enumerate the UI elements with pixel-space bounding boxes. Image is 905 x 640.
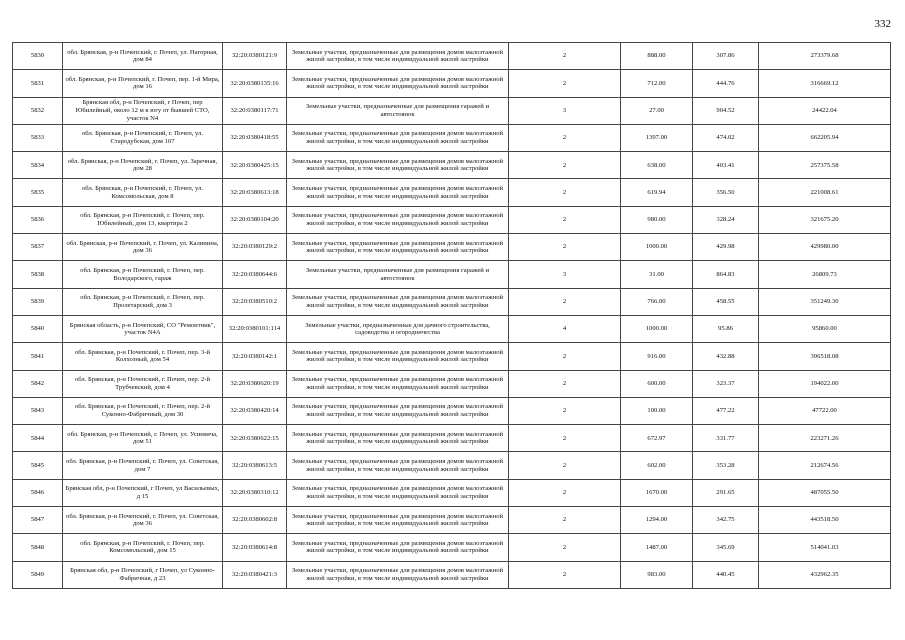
permitted-use-cell: Земельные участки, предназначенные для размещения гаражей и автостоянок [287,261,509,288]
address-cell: обл. Брянская, р-н Почепский, г. Почеп, ул. Советская, дом 7 [63,452,223,479]
table-row [13,206,891,233]
permitted-use-cell: Земельные участки, предназначенные для размещения гаражей и автостоянок [287,97,509,124]
category-cell: 2 [509,70,621,97]
area-cell: 712.00 [621,70,693,97]
category-cell: 2 [509,425,621,452]
row-number-cell: 5834 [13,152,63,179]
row-number-cell: 5841 [13,343,63,370]
row-number-cell: 5835 [13,179,63,206]
address-cell: обл. Брянская, р-н Почепский, г. Почеп, ул. Заречная, дом 28 [63,152,223,179]
page-number: 332 [874,18,891,30]
specific-value-cell: 864.83 [693,261,759,288]
table-row [13,397,891,424]
specific-value-cell: 328.24 [693,206,759,233]
address-cell: обл. Брянская, р-н Почепский, г. Почеп, ул. Стародубская, дом 107 [63,124,223,151]
permitted-use-cell: Земельные участки, предназначенные для размещения домов малоэтажной жилой застройки, в том числе индивидуальной жилой застройки [287,370,509,397]
permitted-use-cell: Земельные участки, предназначенные для размещения домов малоэтажной жилой застройки, в том числе индивидуальной жилой застройки [287,43,509,70]
cadastral-value-cell: 321675.20 [759,206,891,233]
cadastral-number-cell: 32:20:0380142:1 [223,343,287,370]
table-row [13,43,891,70]
cadastral-number-cell: 32:20:0380602:8 [223,507,287,534]
table-row [13,288,891,315]
cadastral-value-cell: 432962.35 [759,561,891,588]
specific-value-cell: 432.88 [693,343,759,370]
cadastral-value-cell: 662205.94 [759,124,891,151]
cadastral-value-cell: 26809.73 [759,261,891,288]
table-row [13,70,891,97]
area-cell: 27.00 [621,97,693,124]
address-cell: обл. Брянская, р-н Почепский, г. Почеп, пер. 2-й Суконно-Фабричный, дом 30 [63,397,223,424]
permitted-use-cell: Земельные участки, предназначенные для размещения домов малоэтажной жилой застройки, в том числе индивидуальной жилой застройки [287,561,509,588]
cadastral-number-cell: 32:20:0380622:15 [223,425,287,452]
cadastral-number-cell: 32:20:0380420:14 [223,397,287,424]
area-cell: 1000.00 [621,315,693,342]
category-cell: 2 [509,288,621,315]
category-cell: 2 [509,43,621,70]
permitted-use-cell: Земельные участки, предназначенные для размещения домов малоэтажной жилой застройки, в том числе индивидуальной жилой застройки [287,179,509,206]
address-cell: обл. Брянская, р-н Почепский, г. Почеп, пер. 1-й Мира, дом 16 [63,70,223,97]
cadastral-value-cell: 273379.68 [759,43,891,70]
row-number-cell: 5831 [13,70,63,97]
table-row [13,452,891,479]
row-number-cell: 5845 [13,452,63,479]
row-number-cell: 5843 [13,397,63,424]
specific-value-cell: 444.76 [693,70,759,97]
specific-value-cell: 342.75 [693,507,759,534]
specific-value-cell: 331.77 [693,425,759,452]
cadastral-number-cell: 32:20:0380101:114 [223,315,287,342]
permitted-use-cell: Земельные участки, предназначенные для размещения домов малоэтажной жилой застройки, в том числе индивидуальной жилой застройки [287,452,509,479]
address-cell: обл. Брянская, р-н Почепский, г. Почеп, пер. 2-й Трубчевский, дом 4 [63,370,223,397]
row-number-cell: 5842 [13,370,63,397]
cadastral-number-cell: 32:20:0380613:5 [223,452,287,479]
table-row [13,261,891,288]
cadastral-value-cell: 24422.04 [759,97,891,124]
cadastral-number-cell: 32:20:0380421:3 [223,561,287,588]
table-row [13,561,891,588]
cadastral-value-cell: 95860.00 [759,315,891,342]
table-row [13,507,891,534]
permitted-use-cell: Земельные участки, предназначенные для размещения домов малоэтажной жилой застройки, в том числе индивидуальной жилой застройки [287,343,509,370]
category-cell: 2 [509,179,621,206]
table-row [13,97,891,124]
cadastral-value-cell: 429980.00 [759,234,891,261]
permitted-use-cell: Земельные участки, предназначенные для размещения домов малоэтажной жилой застройки, в том числе индивидуальной жилой застройки [287,288,509,315]
specific-value-cell: 307.86 [693,43,759,70]
address-cell: обл. Брянская, р-н Почепский, г. Почеп, пер. Володарского, гараж [63,261,223,288]
area-cell: 600.00 [621,370,693,397]
table-row [13,234,891,261]
area-cell: 1294.00 [621,507,693,534]
table-body [13,43,891,589]
cadastral-number-cell: 32:20:0380644:6 [223,261,287,288]
address-cell: обл. Брянская, р-н Почепский, г. Почеп, ул. Нагорная, дом 84 [63,43,223,70]
category-cell: 2 [509,206,621,233]
area-cell: 638.00 [621,152,693,179]
table-row [13,534,891,561]
address-cell: Брянская область, р-н Почепский, СО "Ремонтник", участок N4А [63,315,223,342]
permitted-use-cell: Земельные участки, предназначенные для размещения домов малоэтажной жилой застройки, в том числе индивидуальной жилой застройки [287,124,509,151]
table-row [13,343,891,370]
cadastral-number-cell: 32:20:0380121:9 [223,43,287,70]
permitted-use-cell: Земельные участки, предназначенные для размещения домов малоэтажной жилой застройки, в том числе индивидуальной жилой застройки [287,534,509,561]
specific-value-cell: 904.52 [693,97,759,124]
area-cell: 888.00 [621,43,693,70]
address-cell: обл. Брянская, р-н Почепский, г. Почеп, ул. Калинина, дом 36 [63,234,223,261]
specific-value-cell: 403.41 [693,152,759,179]
row-number-cell: 5833 [13,124,63,151]
area-cell: 1397.00 [621,124,693,151]
cadastral-value-cell: 221008.61 [759,179,891,206]
area-cell: 602.00 [621,452,693,479]
address-cell: обл. Брянская, р-н Почепский, г. Почеп, пер. Пролетарский, дом 3 [63,288,223,315]
cadastral-value-cell: 396518.08 [759,343,891,370]
row-number-cell: 5832 [13,97,63,124]
category-cell: 2 [509,397,621,424]
specific-value-cell: 429.98 [693,234,759,261]
cadastral-value-cell: 487055.50 [759,479,891,506]
table-row [13,124,891,151]
cadastral-number-cell: 32:20:0380135:16 [223,70,287,97]
area-cell: 1670.00 [621,479,693,506]
category-cell: 3 [509,97,621,124]
permitted-use-cell: Земельные участки, предназначенные для размещения домов малоэтажной жилой застройки, в том числе индивидуальной жилой застройки [287,507,509,534]
address-cell: обл. Брянская, р-н Почепский, г. Почеп, пер. 3-й Колхозный, дом 54 [63,343,223,370]
cadastral-number-cell: 32:20:0380310:12 [223,479,287,506]
cadastral-number-cell: 32:20:0380510:2 [223,288,287,315]
area-cell: 980.00 [621,206,693,233]
area-cell: 619.94 [621,179,693,206]
permitted-use-cell: Земельные участки, предназначенные для дачного строительства, садоводства и огородничества [287,315,509,342]
cadastral-value-cell: 316669.12 [759,70,891,97]
area-cell: 766.00 [621,288,693,315]
area-cell: 1000.00 [621,234,693,261]
specific-value-cell: 474.02 [693,124,759,151]
category-cell: 2 [509,343,621,370]
cadastral-value-cell: 257375.58 [759,152,891,179]
permitted-use-cell: Земельные участки, предназначенные для размещения домов малоэтажной жилой застройки, в том числе индивидуальной жилой застройки [287,206,509,233]
row-number-cell: 5836 [13,206,63,233]
permitted-use-cell: Земельные участки, предназначенные для размещения домов малоэтажной жилой застройки, в том числе индивидуальной жилой застройки [287,479,509,506]
specific-value-cell: 477.22 [693,397,759,424]
category-cell: 2 [509,124,621,151]
address-cell: обл. Брянская, р-н Почепский, г. Почеп, ул. Советская, дом 36 [63,507,223,534]
cadastral-number-cell: 32:20:0380104:20 [223,206,287,233]
permitted-use-cell: Земельные участки, предназначенные для размещения домов малоэтажной жилой застройки, в том числе индивидуальной жилой застройки [287,234,509,261]
cadastral-value-cell: 212674.56 [759,452,891,479]
area-cell: 672.97 [621,425,693,452]
area-cell: 100.00 [621,397,693,424]
row-number-cell: 5838 [13,261,63,288]
cadastral-value-cell: 351249.30 [759,288,891,315]
table-row [13,179,891,206]
cadastral-number-cell: 32:20:0380418:55 [223,124,287,151]
row-number-cell: 5844 [13,425,63,452]
specific-value-cell: 345.69 [693,534,759,561]
specific-value-cell: 440.45 [693,561,759,588]
category-cell: 2 [509,561,621,588]
cadastral-number-cell: 32:20:0380613:18 [223,179,287,206]
address-cell: Брянская обл, р-н Почепский, г Почеп, ул Васильевых, д 15 [63,479,223,506]
area-cell: 31.00 [621,261,693,288]
area-cell: 916.00 [621,343,693,370]
category-cell: 2 [509,452,621,479]
category-cell: 2 [509,370,621,397]
area-cell: 983.00 [621,561,693,588]
table-row [13,152,891,179]
address-cell: обл. Брянская, р-н Почепский, г. Почеп, ул. Комсомольская, дом 8 [63,179,223,206]
cadastral-number-cell: 32:20:0380117:71 [223,97,287,124]
table-row [13,315,891,342]
cadastral-value-cell: 443518.50 [759,507,891,534]
category-cell: 2 [509,152,621,179]
category-cell: 3 [509,261,621,288]
category-cell: 2 [509,234,621,261]
permitted-use-cell: Земельные участки, предназначенные для размещения домов малоэтажной жилой застройки, в том числе индивидуальной жилой застройки [287,397,509,424]
specific-value-cell: 291.65 [693,479,759,506]
cadastral-number-cell: 32:20:0380425:15 [223,152,287,179]
specific-value-cell: 95.86 [693,315,759,342]
permitted-use-cell: Земельные участки, предназначенные для размещения домов малоэтажной жилой застройки, в том числе индивидуальной жилой застройки [287,70,509,97]
cadastral-number-cell: 32:20:0380129:2 [223,234,287,261]
specific-value-cell: 356.50 [693,179,759,206]
address-cell: Брянская обл, р-н Почепский, г Почеп, ул Суконно-Фабричная, д 23 [63,561,223,588]
specific-value-cell: 353.28 [693,452,759,479]
row-number-cell: 5830 [13,43,63,70]
row-number-cell: 5849 [13,561,63,588]
row-number-cell: 5848 [13,534,63,561]
permitted-use-cell: Земельные участки, предназначенные для размещения домов малоэтажной жилой застройки, в том числе индивидуальной жилой застройки [287,152,509,179]
row-number-cell: 5846 [13,479,63,506]
cadastral-value-cell: 194022.00 [759,370,891,397]
address-cell: Брянская обл, р-н Почепский, г Почеп, пер Юбилейный, около 12 м к югу от бывшей СТО, участок N4 [63,97,223,124]
specific-value-cell: 323.37 [693,370,759,397]
table-row [13,479,891,506]
category-cell: 2 [509,534,621,561]
category-cell: 4 [509,315,621,342]
area-cell: 1487.00 [621,534,693,561]
land-registry-table [12,42,891,589]
address-cell: обл. Брянская, р-н Почепский, г. Почеп, ул. Усиевича, дом 51 [63,425,223,452]
row-number-cell: 5837 [13,234,63,261]
table-row [13,370,891,397]
cadastral-number-cell: 32:20:0380620:19 [223,370,287,397]
row-number-cell: 5840 [13,315,63,342]
permitted-use-cell: Земельные участки, предназначенные для размещения домов малоэтажной жилой застройки, в том числе индивидуальной жилой застройки [287,425,509,452]
row-number-cell: 5839 [13,288,63,315]
address-cell: обл. Брянская, р-н Почепский, г. Почеп, пер. Комсомольский, дом 15 [63,534,223,561]
cadastral-value-cell: 223271.26 [759,425,891,452]
address-cell: обл. Брянская, р-н Почепский, г. Почеп, пер. Юбилейный, дом 13, квартира 2 [63,206,223,233]
row-number-cell: 5847 [13,507,63,534]
cadastral-number-cell: 32:20:0380614:8 [223,534,287,561]
cadastral-value-cell: 514041.03 [759,534,891,561]
category-cell: 2 [509,479,621,506]
table-row [13,425,891,452]
specific-value-cell: 458.55 [693,288,759,315]
cadastral-value-cell: 47722.00 [759,397,891,424]
category-cell: 2 [509,507,621,534]
